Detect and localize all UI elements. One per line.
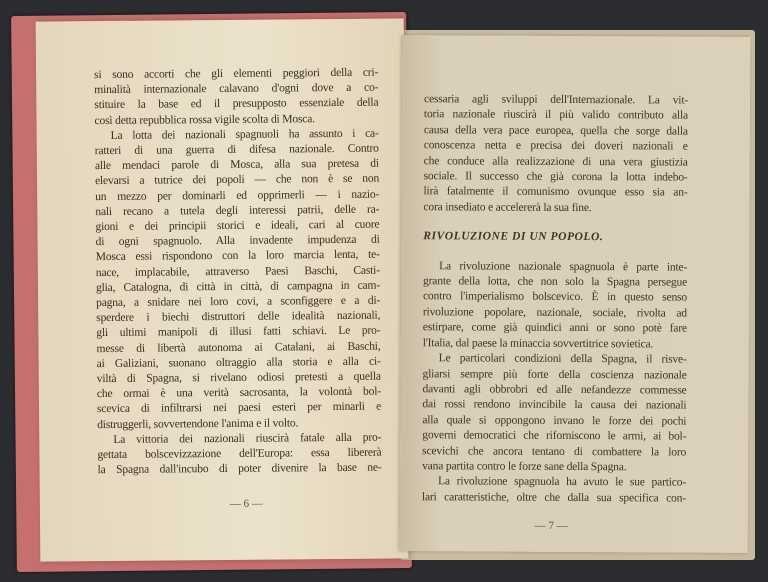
text-line: La rivoluzione spagnuola ha avuto le sue partico-	[437, 474, 687, 489]
text-line: lari caratteristiche, oltre che dalla sua specifica con-	[421, 489, 686, 505]
text-line: la Spagna dall'incubo di poter divenire la base ne-	[97, 460, 382, 477]
text-line: Mosca essi rispondono con la loro marcia lenta, te-	[95, 248, 380, 264]
paragraph	[422, 474, 686, 506]
text-line: rivoluzione popolare, nazionale, sociale, rivolta ad	[422, 305, 687, 320]
text-line: estirpare, come già quindici anni or sono potè fare	[422, 320, 687, 335]
text-line: cora insediato e accelererà la sua fine.	[423, 200, 592, 214]
right-text-before-heading	[423, 91, 688, 216]
paragraph	[422, 350, 687, 475]
text-line: Le particolari condizioni della Spagna, il risve-	[438, 351, 687, 366]
text-line: La lotta dei nazionali spagnuoli ha assunto i ca-	[110, 126, 379, 142]
text-line: gettata bolscevizzazione dell'Europa: essa libererà	[97, 445, 382, 462]
text-line: gioni e dei principii storici e ideali, cari al cuore	[95, 217, 380, 234]
text-line: stituire la base ed il presupposto essenziale della	[94, 96, 379, 112]
text-line: lirà fatalmente il comunismo ovunque esso sia an-	[423, 184, 688, 200]
page-number-left: — 6 —	[229, 497, 263, 510]
text-line: l'Italia, dal paese la minaccia sovvertitrice sovietica.	[422, 335, 654, 351]
text-line: alla quale si oppongono invano le forze dei pochi	[422, 412, 687, 428]
text-line: dai rossi rendono invincibile la causa dei nazionali	[422, 397, 687, 412]
text-line: nace, implacabile, attraverso Paesi Baschi, Casti-	[95, 263, 380, 279]
text-line: che ormai è una verità sacrosanta, la volontà bol-	[96, 384, 381, 401]
right-text-after-heading	[422, 258, 687, 506]
left-page	[36, 18, 409, 561]
text-line: che conduce alla realizzazione di una vera giustizia	[423, 153, 688, 169]
text-line: messe di libertà autonoma ai Catalani, ai Baschi,	[96, 339, 381, 355]
paragraph	[97, 429, 381, 477]
section-heading: RIVOLUZIONE DI UN POPOLO.	[423, 229, 604, 244]
text-line: ratteri di una guerra di difesa nazionale. Contro	[94, 141, 379, 158]
text-line: elevarsi a tutrice dei popoli — che non è se non	[94, 172, 380, 188]
text-line: alle mendaci parole di Mosca, alla sua pretesa di	[94, 156, 379, 173]
text-line: ai Galiziani, suonano oltraggio alla storia e alla ci-	[96, 354, 381, 370]
text-line: La rivoluzione nazionale spagnuola è parte inte-	[439, 258, 688, 274]
text-line: governi democratici che riforniscono le armi, ai bol-	[422, 428, 687, 443]
paragraph	[423, 91, 688, 216]
text-line: pagna, a snidare nei loro covi, a sconfiggere e a di-	[96, 293, 381, 310]
right-page-text	[422, 91, 688, 506]
text-line: causa della vera pace europea, quella che sorge dalla	[423, 123, 688, 138]
text-line: minalità internazionale calavano d'ogni dove a co-	[94, 80, 379, 97]
text-line: cessaria agli sviluppi dell'Internazionale. La vit-	[423, 92, 689, 107]
text-line: La vittoria dei nazionali riuscirà fatale alla pro-	[113, 430, 382, 446]
text-line: grante della lotta, che non solo la Spagna persegue	[423, 274, 688, 289]
text-line: di ogni spagnuolo. Alla invadente impudenza di	[95, 232, 380, 249]
paragraph	[94, 65, 379, 128]
text-line: scevichi che ancora tentano di combattere la loro	[422, 443, 687, 459]
text-line: glia, Catalogna, di città in città, di campagna in cam-	[95, 278, 381, 294]
text-line: conoscenza netta e precisa dei doveri nazionali e	[423, 138, 688, 153]
text-line: nali recano a tutela degli interessi patrii, delle ra-	[95, 202, 380, 218]
text-line: così detta repubblica rossa vigile scolta di Mosca.	[94, 111, 315, 127]
text-line: sperdere i biechi distruttori delle idealità nazionali,	[96, 308, 381, 325]
text-line: vana partita contro le forze sane della Spagna.	[422, 459, 627, 474]
text-line: scevica di infiltrarsi nei paesi esteri per minarli e	[96, 400, 382, 416]
text-line: viltà di Spagna, si rivelano odiosi pretesti a quella	[96, 369, 381, 386]
text-line: davanti agli obbrobri ed alle nefandezze commesse	[422, 382, 687, 397]
paragraph	[95, 125, 382, 432]
text-line: sociale. Il successo che già corona la lotta indebo-	[423, 169, 688, 184]
text-line: contro l'imperialismo bolscevico. È in questo senso	[422, 289, 688, 305]
left-page-text	[94, 65, 382, 478]
text-line: gli ultimi manipoli di illusi fatti schiavi. Le pro-	[96, 324, 381, 340]
text-line: distruggerli, sovvertendone l'anima e il volto.	[97, 416, 299, 431]
text-line: si sono accorti che gli elementi peggiori della cri-	[94, 65, 379, 82]
page-number-right: — 7 —	[534, 519, 568, 532]
text-line: toria nazionale riuscirà il più valido contributo alla	[423, 107, 688, 122]
text-line: un mezzo per dominarli ed opprimerli — i nazio-	[95, 187, 380, 203]
text-line: gliarsi sempre più forte della coscienza nazionale	[422, 366, 687, 382]
right-page	[400, 35, 751, 553]
paragraph	[423, 258, 687, 352]
